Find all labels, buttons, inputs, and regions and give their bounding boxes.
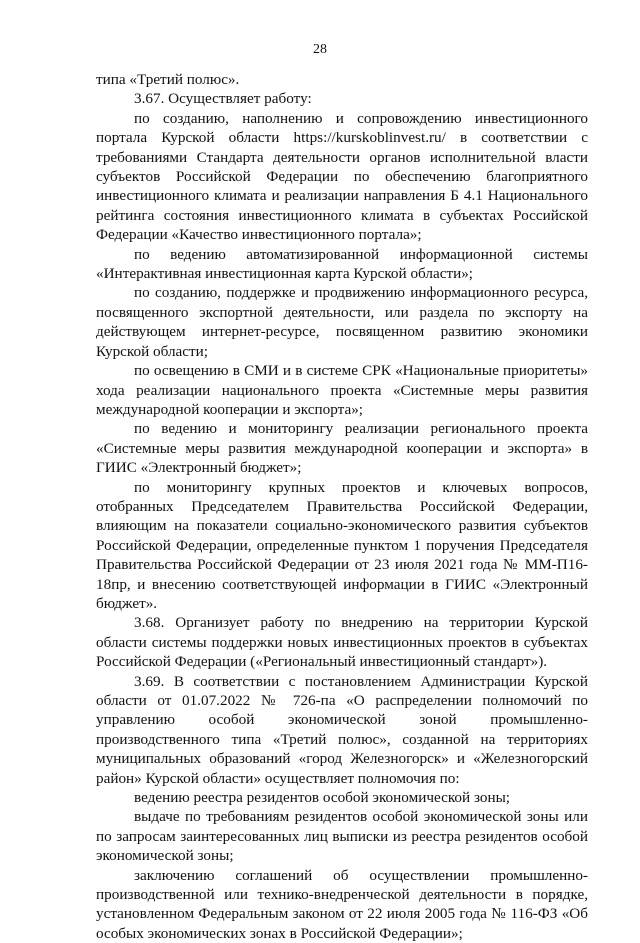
paragraph: по ведению автоматизированной информационной системы «Интерактивная инвестиционная карта Курской области»; (96, 245, 588, 283)
paragraph: 3.67. Осуществляет работу: (134, 90, 312, 108)
paragraph: типа «Третий полюс». (96, 71, 240, 88)
paragraph: по мониторингу крупных проектов и ключевых вопросов, отобранных Председателем Правительства Российской Федерации, влияющим на показатели социально-экономического развития субъектов Российской Федерации, определенные пунктом 1 поручения Председателя Правительства Российской Федерации от 23 июля 2021 года № ММ-П16-18пр, и внесению соответствующей информации в ГИИС «Электронный бюджет». (96, 478, 588, 612)
paragraph: по созданию, поддержке и продвижению информационного ресурса, посвященного экспортной деятельности, или раздела по экспорту на действующем интернет-ресурсе, посвященном развитию экономики Курской области; (96, 284, 588, 360)
paragraph: по ведению и мониторингу реализации регионального проекта «Системные меры развития международной кооперации и экспорта» в ГИИС «Электронный бюджет»; (96, 420, 588, 477)
document-body (96, 70, 588, 943)
paragraph: 3.68. Организует работу по внедрению на территории Курской области системы поддержки новых инвестиционных проектов в субъектах Российской Федерации («Региональный инвестиционный стандарт»). (96, 614, 588, 671)
paragraph: ведению реестра резидентов особой экономической зоны; (134, 789, 511, 807)
paragraph: 3.69. В соответствии с постановлением Администрации Курской области от 01.07.2022 № 726-па «О распределении полномочий по управлению особой экономической зоной промышленно-производственного типа «Третий полюс», созданной на территориях муниципальных образований «город Железногорск» и «Железногорский район» Курской области» осуществляет полномочия по: (96, 672, 588, 787)
paragraph: выдаче по требованиям резидентов особой экономической зоны или по запросам заинтересованных лиц выписки из реестра резидентов особой экономической зоны; (96, 808, 588, 865)
page-number: 28 (313, 42, 327, 57)
paragraph: по освещению в СМИ и в системе СРК «Национальные приоритеты» хода реализации национального проекта «Системные меры развития международной кооперации и экспорта»; (96, 362, 588, 418)
paragraph: по созданию, наполнению и сопровождению инвестиционного портала Курской области https://kurskoblinvest.ru/ в соответствии с требованиями Стандарта деятельности органов исполнительной власти субъектов Российской Федерации по обеспечению благоприятного инвестиционного климата и реализации направления Б 4.1 Национального рейтинга состояния инвестиционного климата в субъектах Российской Федерации «Качество инвестиционного портала»; (96, 109, 588, 244)
paragraph: заключению соглашений об осуществлении промышленно-производственной или технико-внедренческой деятельности в порядке, установленном Федеральным законом от 22 июля 2005 года № 116-ФЗ «Об особых экономических зонах в Российской Федерации»; (96, 866, 588, 942)
